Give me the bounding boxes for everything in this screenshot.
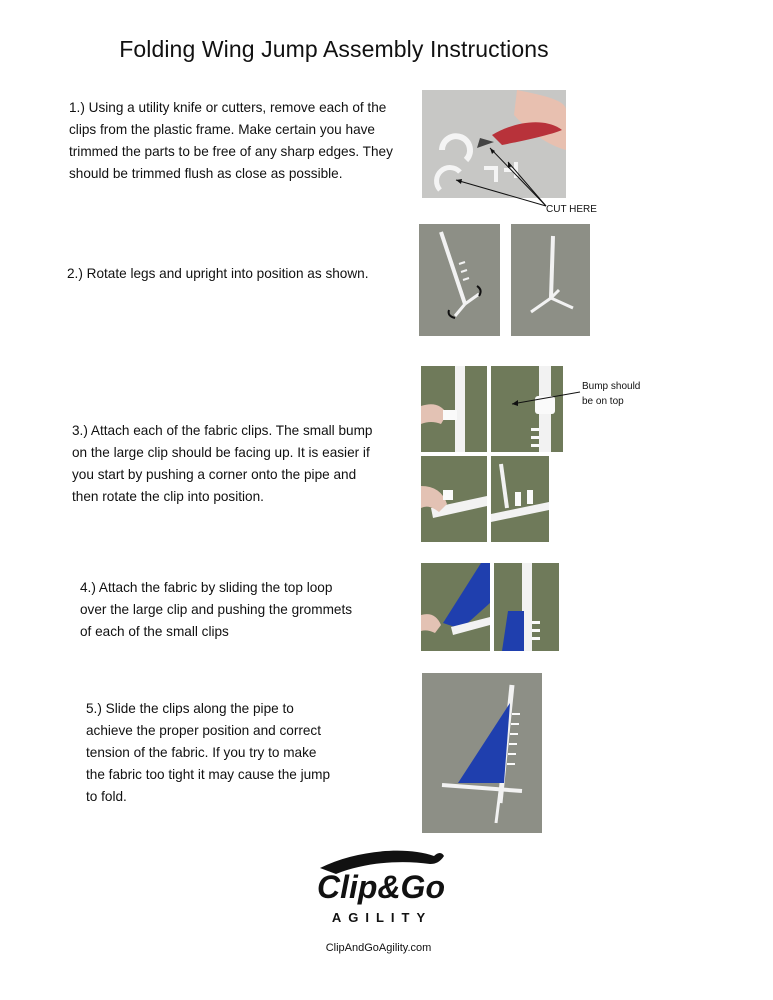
step-2-line: 2.) Rotate legs and upright into position as shown.	[67, 266, 369, 281]
rotate-legs-illustration	[419, 224, 500, 336]
fabric-grommet-illustration	[494, 563, 559, 651]
step-3-photo-d	[491, 456, 549, 542]
step-3-line: 3.) Attach each of the fabric clips. The small bump	[72, 423, 373, 438]
step-3-photo-a	[421, 366, 487, 452]
step-4-text	[80, 577, 352, 643]
finished-wing-jump-illustration	[422, 673, 542, 833]
step-3-line: on the large clip should be facing up. It is easier if	[72, 445, 370, 460]
step-4-line: 4.) Attach the fabric by sliding the top loop	[80, 580, 333, 595]
attach-clip-illustration	[421, 366, 487, 452]
step-4-photo-b	[494, 563, 559, 651]
step-1-text	[69, 97, 393, 185]
step-5-photo	[422, 673, 542, 833]
logo-brand: Clip&Go	[317, 869, 445, 905]
footer-url: ClipAndGoAgility.com	[325, 942, 432, 954]
step-1-line: clips from the plastic frame. Make certain you have	[69, 122, 375, 137]
clip-rotated-illustration	[491, 456, 549, 542]
push-clip-illustration	[421, 456, 487, 542]
bump-note	[582, 379, 640, 409]
step-4-line: of each of the small clips	[80, 624, 229, 639]
page-title: Folding Wing Jump Assembly Instructions	[119, 36, 549, 62]
logo-sub: AGILITY	[331, 910, 433, 925]
step-1-line: 1.) Using a utility knife or cutters, remove each of the	[69, 100, 387, 115]
step-3-text	[72, 420, 372, 508]
step-1-line: trimmed the parts to be free of any sharp edges. They	[69, 144, 393, 159]
step-3-photo-c	[421, 456, 487, 542]
step-1-line: should be trimmed flush as close as possible.	[69, 166, 343, 181]
upright-position-illustration	[511, 224, 590, 336]
clip-and-go-logo	[306, 848, 456, 928]
step-5-text	[86, 698, 330, 808]
bump-note-line: be on top	[582, 396, 624, 407]
step-2-photo-a	[419, 224, 500, 336]
step-3-line: you start by pushing a corner onto the pipe and	[72, 467, 357, 482]
step-2-text	[67, 263, 369, 285]
cut-here-label: CUT HERE	[546, 204, 597, 215]
step-5-line: tension of the fabric. If you try to make	[86, 745, 317, 760]
step-3-line: then rotate the clip into position.	[72, 489, 264, 504]
step-5-line: the fabric too tight it may cause the jump	[86, 767, 331, 782]
step-5-line: to fold.	[86, 789, 127, 804]
bump-arrow	[508, 390, 583, 410]
fabric-loop-illustration	[421, 563, 490, 651]
step-2-photo-b	[511, 224, 590, 336]
step-5-line: achieve the proper position and correct	[86, 723, 322, 738]
bump-note-line: Bump should	[582, 381, 641, 392]
step-5-line: 5.) Slide the clips along the pipe to	[86, 701, 294, 716]
step-4-line: over the large clip and pushing the grommets	[80, 602, 353, 617]
step-4-photo-a	[421, 563, 490, 651]
